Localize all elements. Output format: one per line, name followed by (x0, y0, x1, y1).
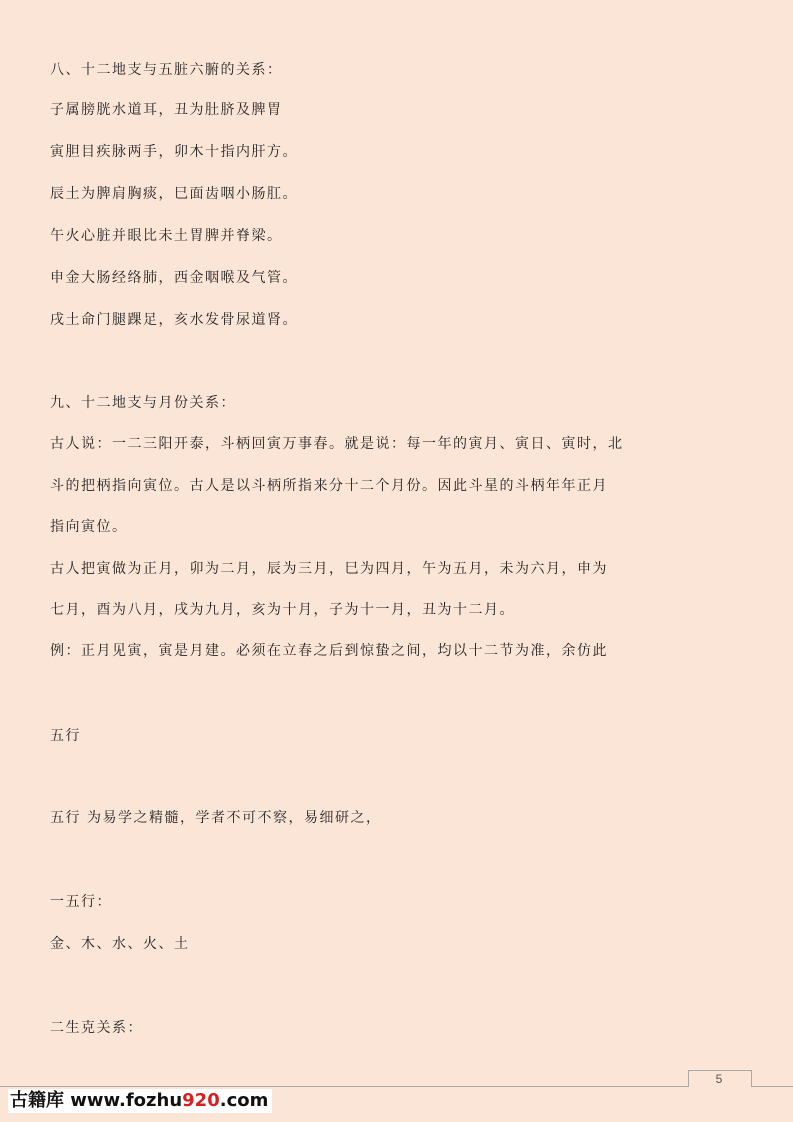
text-line: 寅胆目疾脉两手，卯木十指内肝方。 (50, 144, 298, 160)
text-line: 申金大肠经络肺，西金咽喉及气管。 (50, 270, 298, 286)
text-line: 五行 为易学之精髓，学者不可不察，易细研之， (50, 810, 382, 826)
text-line: 古人说：一二三阳开泰，斗柄回寅万事春。就是说：每一年的寅月、寅日、寅时，北 (50, 436, 624, 452)
text-line: 指向寅位。 (50, 519, 128, 535)
page-number: 5 (715, 1072, 723, 1086)
subheading-two: 二生克关系： (50, 1020, 143, 1036)
text-line: 戌土命门腿踝足，亥水发骨尿道肾。 (50, 312, 298, 328)
text-line: 辰土为脾肩胸痰，巳面齿咽小肠肛。 (50, 186, 298, 202)
subheading-one: 一五行： (50, 894, 112, 910)
text-line: 子属膀胱水道耳，丑为肚脐及脾胃 (50, 102, 283, 118)
text-line: 古人把寅做为正月，卯为二月，辰为三月，巳为四月，午为五月，未为六月，申为 (50, 561, 608, 577)
section-heading-wuxing: 五行 (50, 728, 81, 744)
text-line: 例：正月见寅，寅是月建。必须在立春之后到惊蛰之间，均以十二节为准，余仿此 (50, 643, 608, 659)
watermark-logo (8, 1089, 272, 1113)
text-line: 七月，酉为八月，戌为九月，亥为十月，子为十一月，丑为十二月。 (50, 602, 515, 618)
section-heading-eight: 八、十二地支与五脏六腑的关系： (50, 62, 283, 78)
section-heading-nine: 九、十二地支与月份关系： (50, 395, 236, 411)
footer-divider (0, 1086, 793, 1087)
text-line: 斗的把柄指向寅位。古人是以斗柄所指来分十二个月份。因此斗星的斗柄年年正月 (50, 478, 608, 494)
text-line: 午火心脏并眼比未土胃脾并脊梁。 (50, 228, 283, 244)
watermark-number: 920 (182, 1090, 220, 1111)
watermark-prefix: 古籍库 www.fozhu (10, 1090, 183, 1111)
text-line: 金、木、水、火、土 (50, 936, 190, 952)
watermark-suffix: .com (219, 1090, 269, 1111)
